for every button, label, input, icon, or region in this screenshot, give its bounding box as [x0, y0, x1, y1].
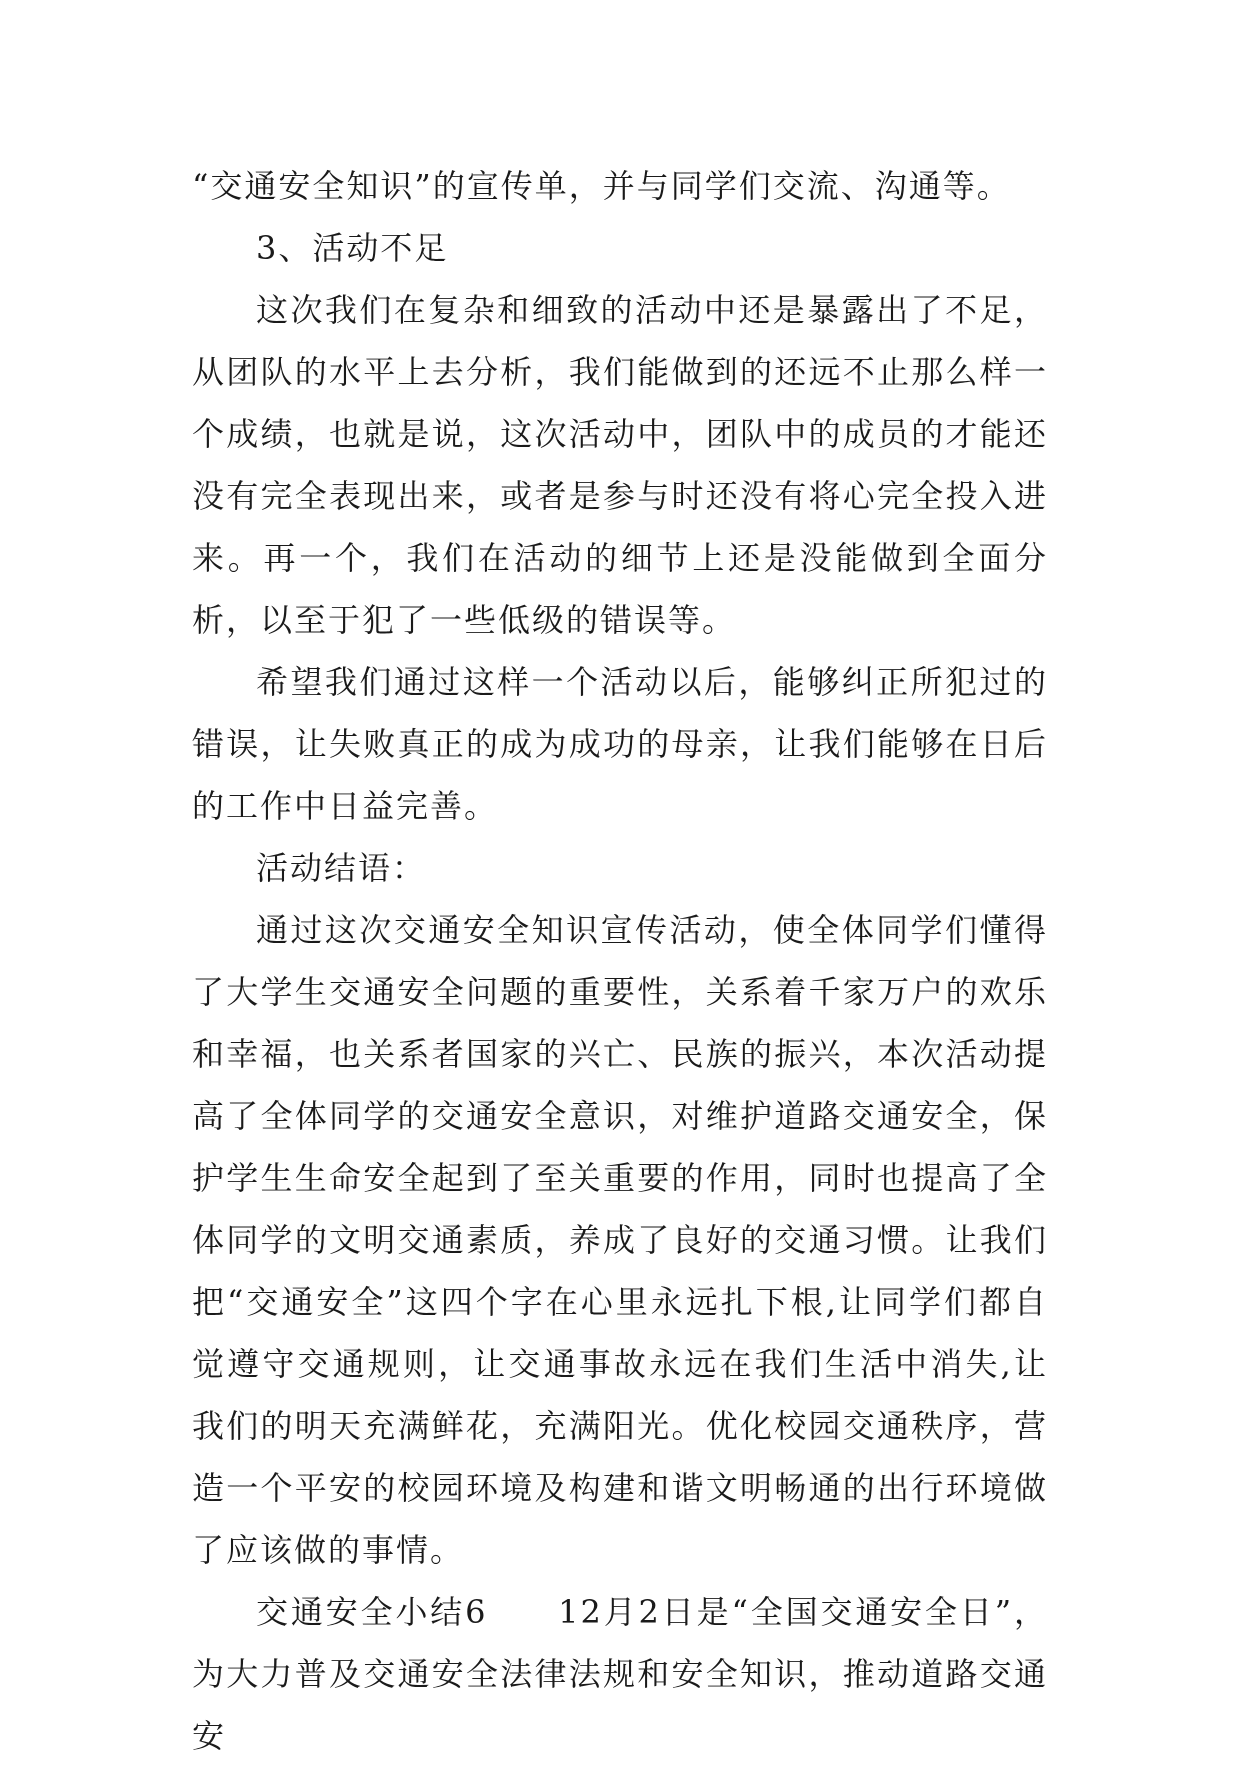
paragraph-6: 通过这次交通安全知识宣传活动，使全体同学们懂得了大学生交通安全问题的重要性，关系着千家万户的欢乐和幸福，也关系者国家的兴亡、民族的振兴，本次活动提高了全体同学的交通安全意识，对维护道路交通安全，保护学生生命安全起到了至关重要的作用，同时也提高了全体同学的文明交通素质，养成了良好的交通习惯。让我们把“交通安全”这四个字在心里永远扎下根,让同学们都自觉遵守交通规则，让交通事故永远在我们生活中消失,让我们的明天充满鲜花，充满阳光。优化校园交通秩序，营造一个平安的校园环境及构建和谐文明畅通的出行环境做了应该做的事情。	[192, 911, 1048, 1569]
document-body	[192, 155, 1048, 1767]
paragraph-3: 这次我们在复杂和细致的活动中还是暴露出了不足，从团队的水平上去分析，我们能做到的还远不止那么样一个成绩，也就是说，这次活动中，团队中的成员的才能还没有完全表现出来，或者是参与时还没有将心完全投入进来。再一个，我们在活动的细节上还是没能做到全面分析，以至于犯了一些低级的错误等。	[192, 291, 1048, 639]
paragraph-4: 希望我们通过这样一个活动以后，能够纠正所犯过的错误，让失败真正的成为成功的母亲，让我们能够在日后的工作中日益完善。	[192, 663, 1048, 825]
paragraph-2-heading: 3、活动不足	[256, 229, 449, 267]
paragraph-1: “交通安全知识”的宣传单，并与同学们交流、沟通等。	[192, 167, 1011, 205]
paragraph-7: 交通安全小结6 12月2日是“全国交通安全日”，为大力普及交通安全法律法规和安全知识，推动道路交通安	[192, 1593, 1048, 1755]
paragraph-5-heading: 活动结语：	[256, 849, 427, 887]
